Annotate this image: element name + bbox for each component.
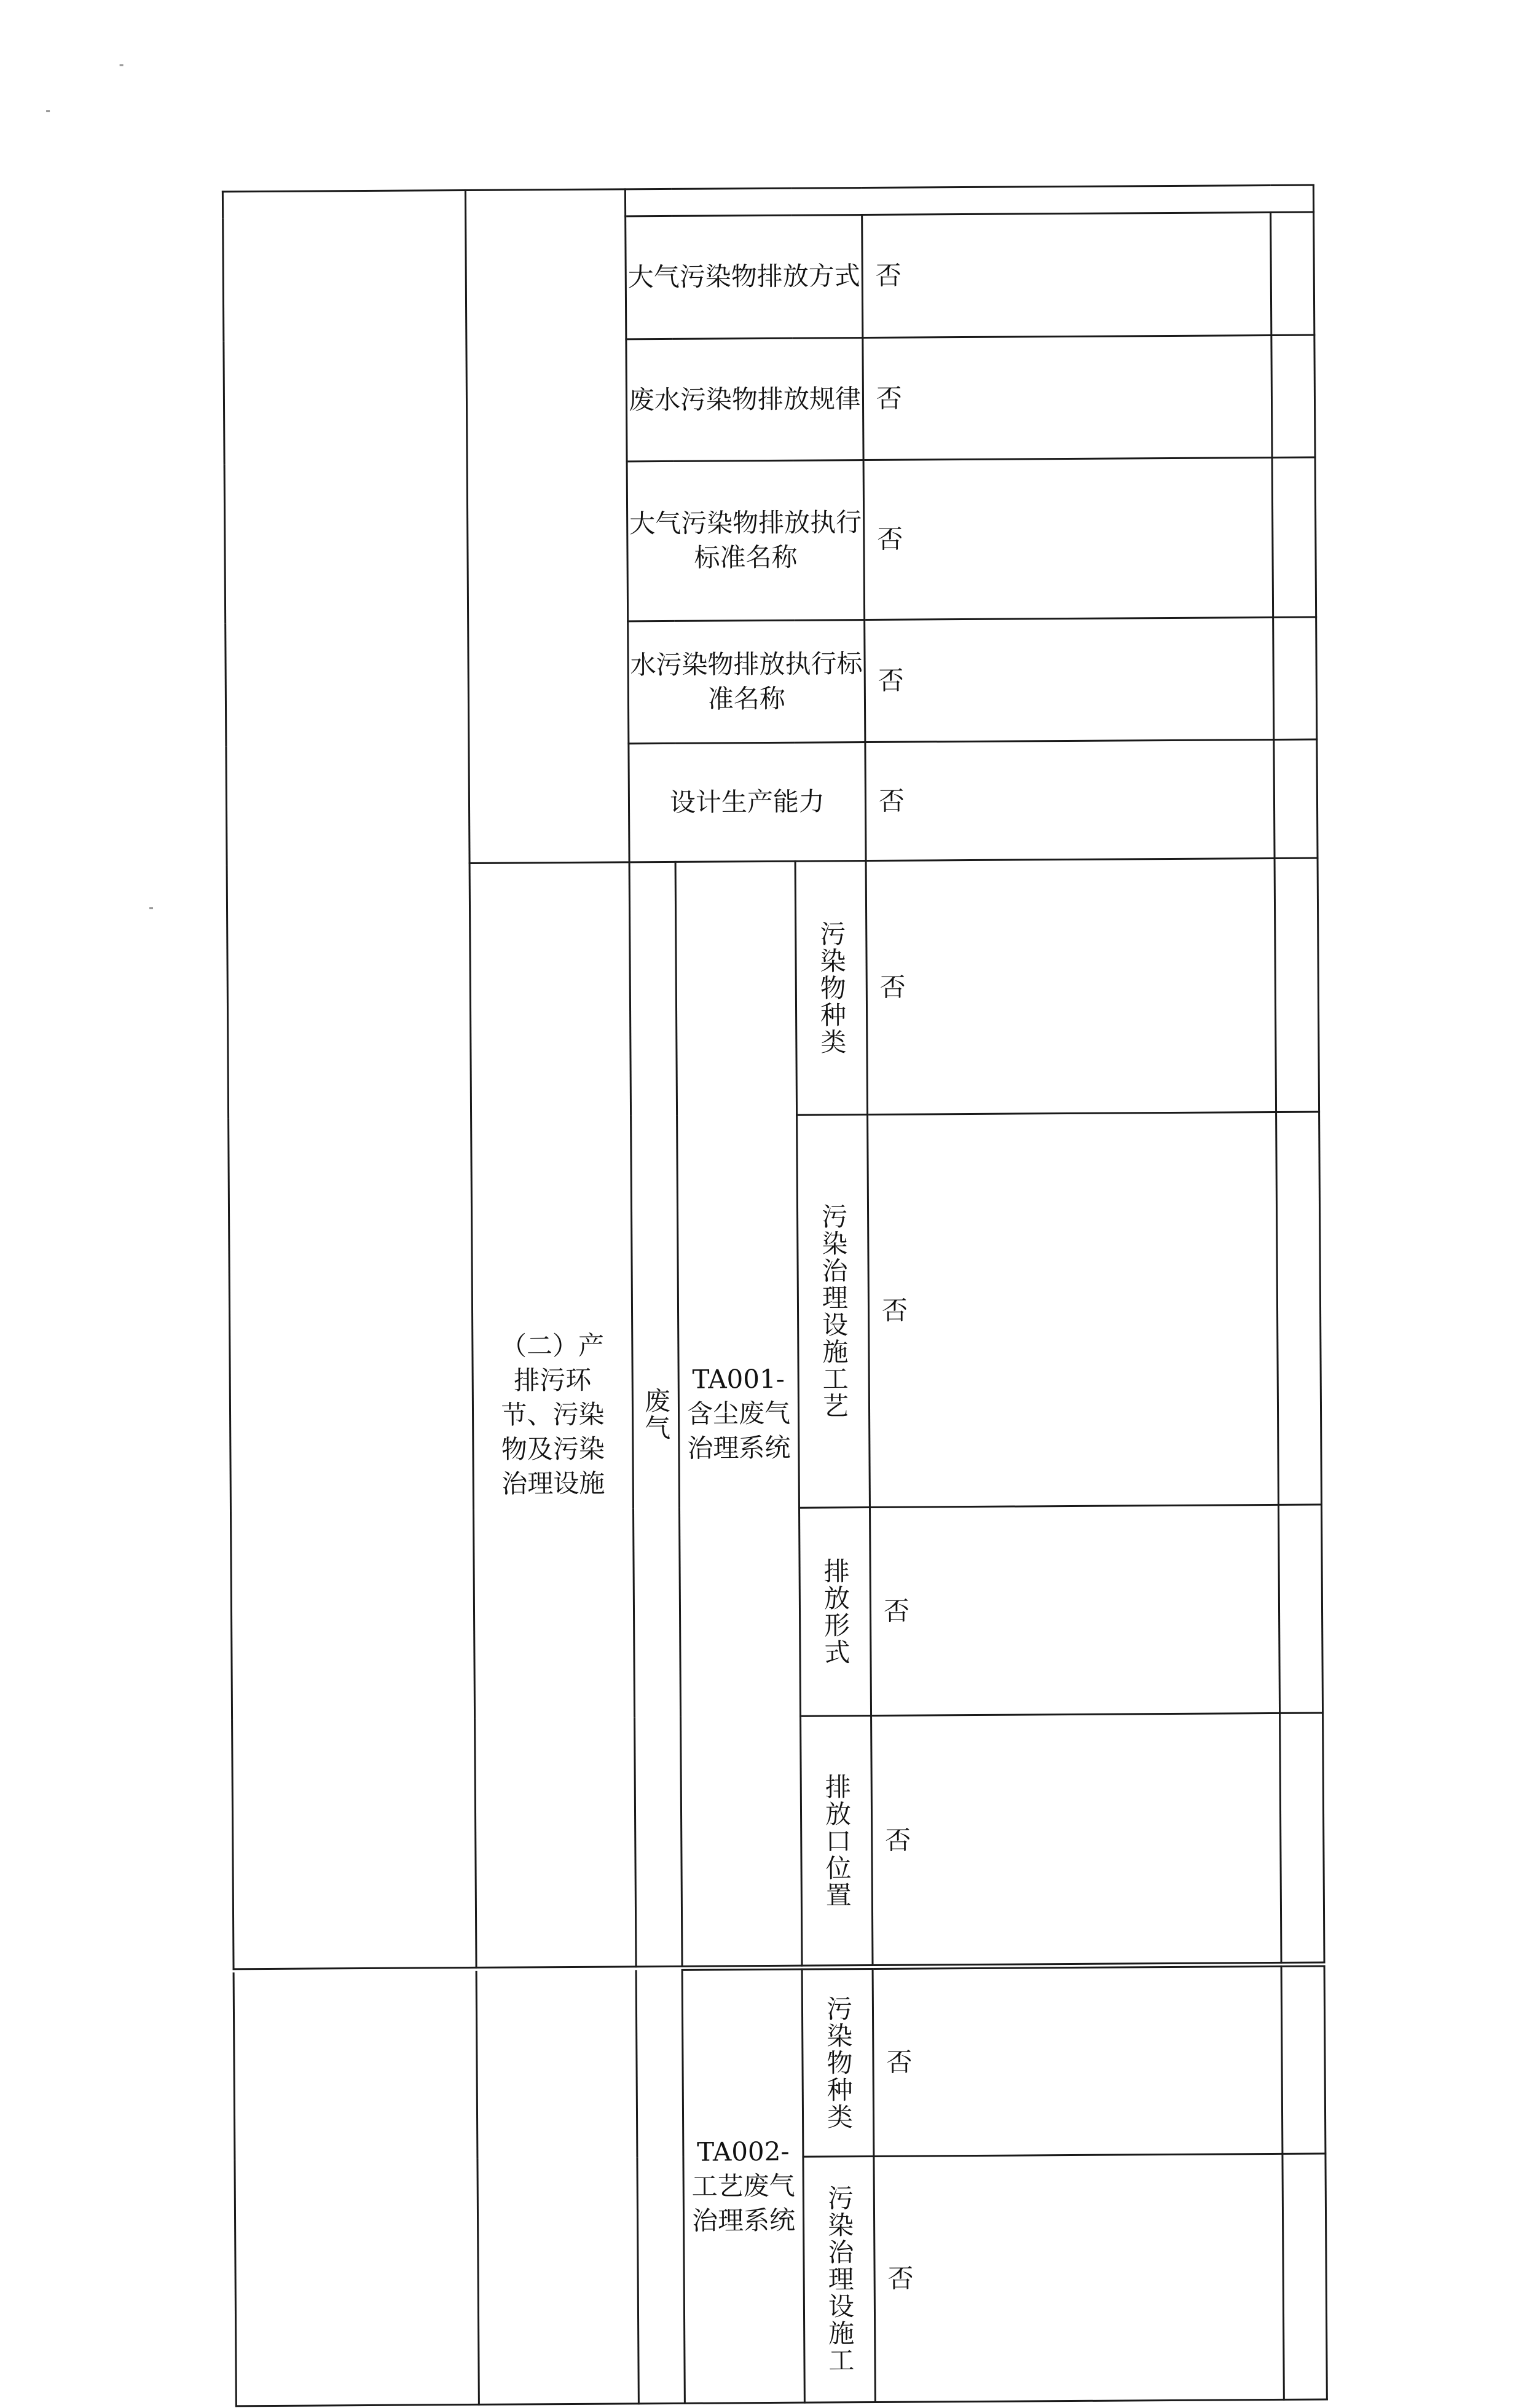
sub-item-cell: 排放口位置 [801, 1715, 873, 1965]
remark-cell [1271, 335, 1315, 458]
value-cell: 否 [865, 740, 1275, 861]
value-cell: 否 [862, 212, 1271, 337]
remark-cell [1278, 1505, 1322, 1714]
category-label: 废气 [629, 862, 682, 1967]
value-cell: 否 [873, 1966, 1282, 2156]
sub-item-cell: 污染治理设施工艺 [797, 1114, 870, 1508]
item-cell: 废水污染物排放规律 [626, 337, 863, 462]
blank-category-column [234, 1971, 479, 2406]
value-cell: 否 [874, 2154, 1284, 2402]
system-name: TA001-含尘废气治理系统 [675, 861, 802, 1966]
item-cell: 水污染物排放执行标准名称 [628, 620, 865, 744]
scan-speck [46, 110, 50, 112]
value-cell: 否 [863, 335, 1272, 460]
blank-category-column [222, 190, 476, 1969]
remark-cell [1276, 1112, 1322, 1505]
section-label-continued [476, 1970, 638, 2405]
top-spacer-cell [625, 185, 1313, 216]
remark-cell [1281, 1966, 1326, 2154]
table-row [234, 1966, 1326, 2160]
scan-speck [149, 907, 153, 909]
item-cell: 设计生产能力 [629, 742, 866, 862]
sub-item-cell: 污染物种类 [795, 861, 868, 1115]
section-label: （二）产排污环节、污染物及污染治理设施 [469, 862, 636, 1967]
checklist-table [222, 184, 1326, 1970]
item-cell: 大气污染物排放执行标准名称 [627, 460, 865, 621]
sub-item-cell: 排放形式 [799, 1507, 871, 1716]
value-cell: 否 [865, 617, 1274, 742]
system-name: TA002-工艺废气治理系统 [682, 1969, 804, 2403]
item-cell: 大气污染物排放方式 [626, 214, 863, 339]
remark-cell [1274, 739, 1318, 858]
value-cell: 否 [871, 1713, 1281, 1965]
remark-cell [1282, 2154, 1327, 2399]
remark-cell [1280, 1713, 1325, 1962]
remark-cell [1273, 617, 1317, 740]
scan-speck [120, 64, 124, 66]
value-cell: 否 [863, 458, 1273, 620]
blank-subsection-cell [465, 189, 629, 864]
category-label-continued [636, 1970, 685, 2403]
value-cell: 否 [868, 1112, 1279, 1507]
checklist-table-continued [233, 1965, 1328, 2407]
sub-item-cell: 污染治理设施工 [803, 2156, 875, 2402]
sub-item-cell: 污染物种类 [802, 1969, 874, 2157]
value-cell: 否 [870, 1505, 1279, 1715]
remark-cell [1271, 212, 1314, 335]
value-cell: 否 [866, 859, 1276, 1115]
remark-cell [1272, 457, 1316, 617]
remark-cell [1275, 858, 1319, 1112]
